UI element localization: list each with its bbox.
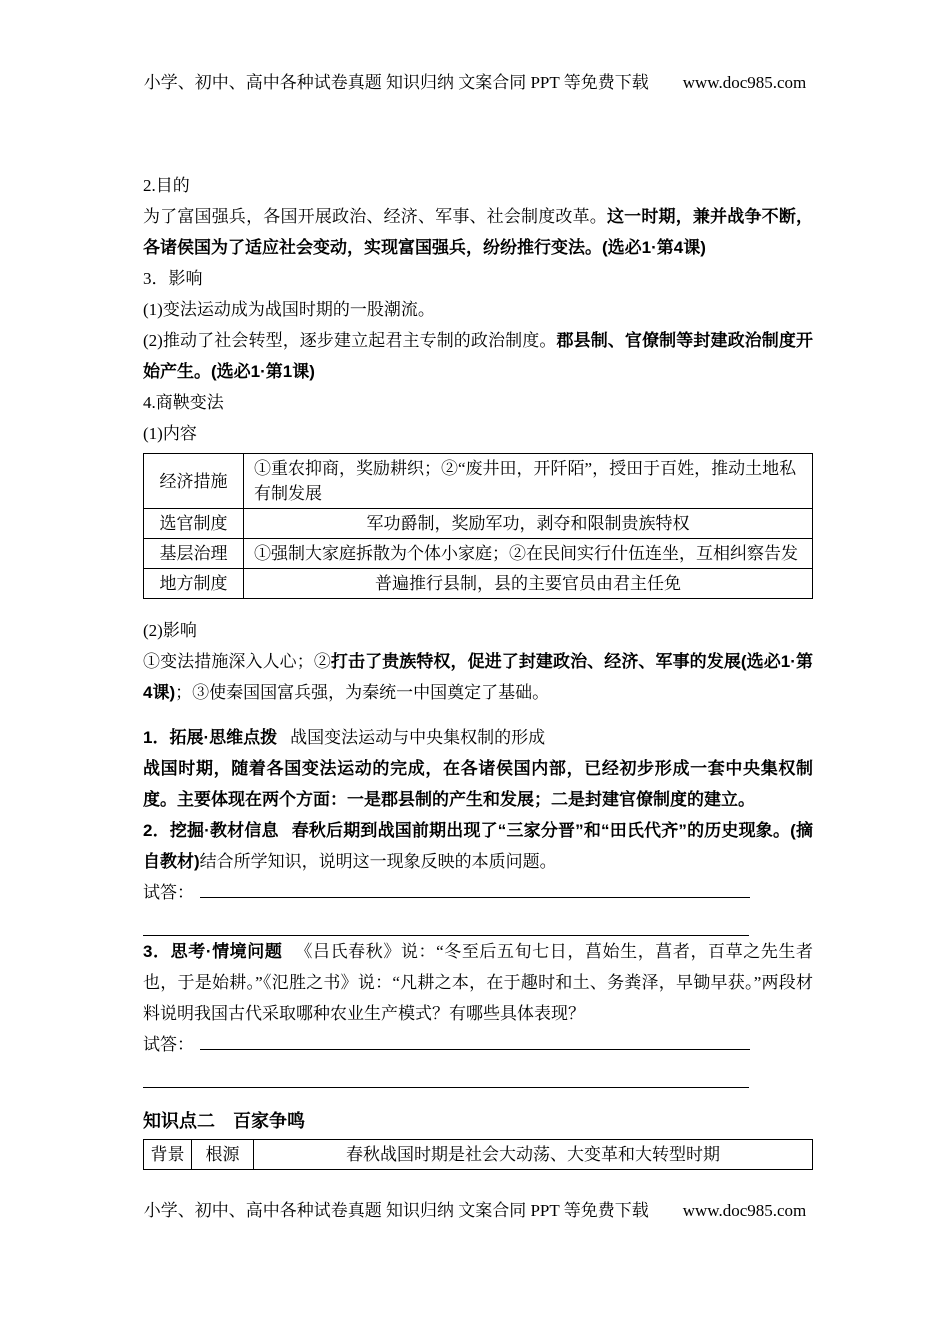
answer-prompt: 试答： [143, 1035, 194, 1054]
exercises-section [143, 722, 813, 1088]
influence-item-1: (1)变法运动成为战国时期的一股潮流。 [143, 300, 435, 319]
exercise-number: 1． [143, 728, 170, 747]
exercise-3-answer-row [143, 1029, 813, 1060]
purpose-emphasis-run: 这一时期，兼并战争不断，各诸侯国为了适应社会变动，实现富国强兵，纷纷推行变法。 [143, 207, 814, 257]
answer-blank-line[interactable] [143, 908, 749, 936]
exercise-question-text: 《吕氏春秋》说：“冬至后五旬七日，菖始生，菖者，百草之先生者也，于是始耕。”《氾胜之书》说：“凡耕之本，在于趣时和土、务粪泽，早锄早获。”两段材料说明我国古代采取哪种农业生产模式？有哪些具体表现？ [143, 942, 813, 1023]
answer-prompt: 试答： [143, 883, 194, 902]
header-url[interactable]: www.doc985.com [682, 73, 807, 92]
row-value-cell: ①强制大家庭拆散为个体小家庭；②在民间实行什伍连坐，互相纠察告发 [244, 539, 813, 569]
table-row [144, 454, 813, 509]
table-row [144, 509, 813, 539]
answer-blank[interactable] [200, 880, 750, 898]
background-cell: 背景 [144, 1140, 192, 1170]
row-label-cell: 地方制度 [144, 569, 244, 599]
exercise-1-body: 战国时期，随着各国变法运动的完成，在各诸侯国内部，已经初步形成一套中央集权制度。主要体现在两个方面：一是郡县制的产生和发展；二是封建官僚制度的建立。 [143, 759, 813, 809]
root-cause-cell: 根源 [192, 1140, 254, 1170]
page-footer [0, 1196, 950, 1221]
exercise-number: 3． [143, 942, 171, 961]
purpose-cite: (选必1·第4课) [602, 238, 706, 257]
influence-heading: 3．影响 [143, 269, 203, 288]
answer-blank-line[interactable] [143, 1060, 749, 1088]
footer-url[interactable]: www.doc985.com [682, 1201, 807, 1220]
header-text: 小学、初中、高中各种试卷真题 知识归纳 文案合同 PPT 等免费下载 [143, 73, 649, 92]
purpose-heading: 2.目的 [143, 176, 190, 195]
page-header [0, 68, 950, 93]
table-row [144, 539, 813, 569]
footer-text: 小学、初中、高中各种试卷真题 知识归纳 文案合同 PPT 等免费下载 [143, 1201, 649, 1220]
exercise-number: 2． [143, 821, 170, 840]
exercise-2-question [143, 815, 813, 877]
exercise-3-question [143, 936, 813, 1029]
purpose-normal-run: 为了富国强兵，各国开展政治、经济、军事、社会制度改革。 [143, 207, 607, 226]
background-table [143, 1139, 813, 1170]
impact-normal-run-b: ；③使秦国国富兵强，为秦统一中国奠定了基础。 [175, 683, 550, 702]
purpose-paragraph [143, 201, 813, 263]
row-label-cell: 选官制度 [144, 509, 244, 539]
row-value-cell: 军功爵制，奖励军功，剥夺和限制贵族特权 [244, 509, 813, 539]
influence-item2-emphasis-run: 郡县制、官僚制等封建政治制度开始产生。 [143, 331, 814, 381]
row-value-cell: 春秋战国时期是社会大动荡、大变革和大转型时期 [254, 1140, 813, 1170]
impact-normal-run-a: ①变法措施深入人心；② [143, 652, 331, 671]
reform-measures-table [143, 453, 813, 599]
table-row [144, 569, 813, 599]
exercise-label: 拓展·思维点拨 [169, 728, 278, 747]
exercise-label: 挖掘·教材信息 [169, 821, 279, 840]
row-label-cell: 基层治理 [144, 539, 244, 569]
exercise-2-answer-row [143, 877, 813, 908]
table-row [144, 1140, 813, 1170]
shangyang-heading: 4.商鞅变法 [143, 393, 224, 412]
answer-blank[interactable] [200, 1032, 750, 1050]
exercise-label: 思考·情境问题 [170, 942, 283, 961]
exercise-1-heading [143, 722, 813, 753]
impact-paragraph [143, 646, 813, 708]
row-value-cell: 普遍推行县制，县的主要官员由君主任免 [244, 569, 813, 599]
influence-item-2 [143, 325, 813, 387]
document-body [143, 170, 813, 1170]
influence-item2-cite: (选必1·第1课) [211, 362, 315, 381]
influence-item2-normal-run: (2)推动了社会转型，逐步建立起君主专制的政治制度。 [143, 331, 557, 350]
row-value-cell: ①重农抑商，奖励耕织；②“废井田，开阡陌”，授田于百姓，推动土地私有制发展 [244, 454, 813, 509]
shangyang-content-label: (1)内容 [143, 424, 197, 443]
knowledge-point-heading: 知识点二 百家争鸣 [143, 1111, 305, 1131]
exercise-question-emphasis-run: 春秋后期到战国前期出现了“三家分晋”和“田氏代齐”的历史现象。(摘自教材) [143, 821, 813, 871]
impact-label: (2)影响 [143, 621, 197, 640]
exercise-question-normal-run: 结合所学知识，说明这一现象反映的本质问题。 [199, 852, 557, 871]
row-label-cell: 经济措施 [144, 454, 244, 509]
impact-emphasis-run: 打击了贵族特权，促进了封建政治、经济、军事的发展(选必1·第4课) [143, 652, 814, 702]
exercise-title: 战国变法运动与中央集权制的形成 [290, 728, 546, 747]
